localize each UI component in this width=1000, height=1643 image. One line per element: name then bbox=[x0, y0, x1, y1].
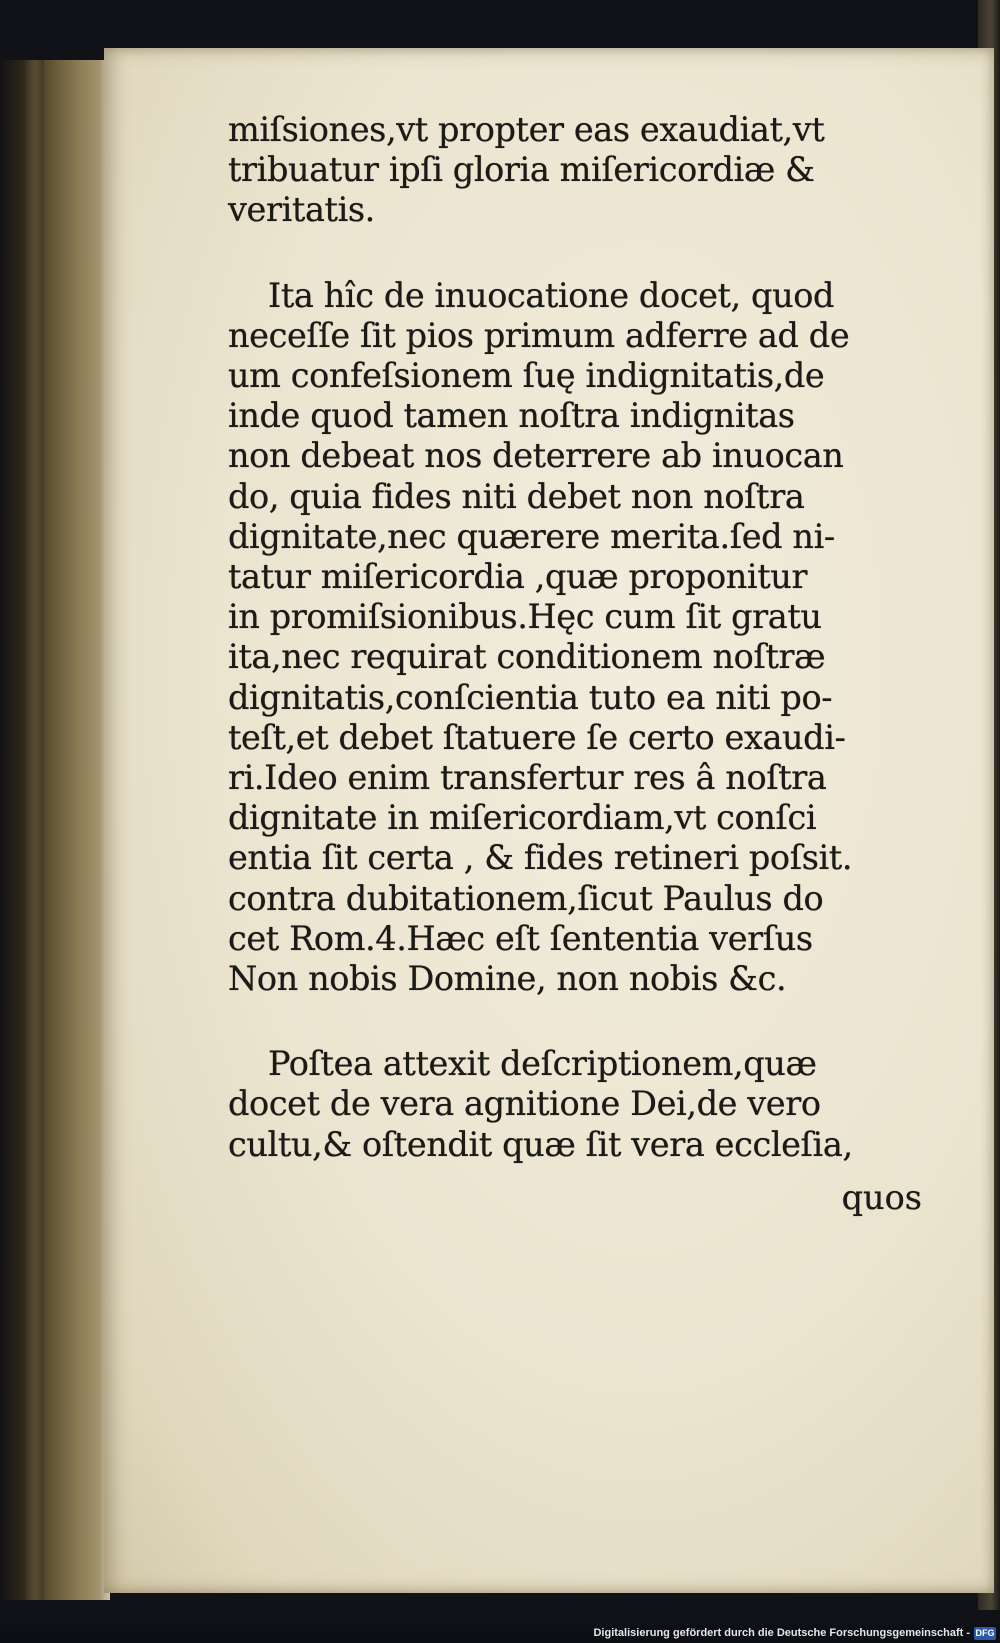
text-line: teſt,et debet ſtatuere ſe certo exaudi- bbox=[228, 717, 846, 757]
dfg-logo-icon: DFG bbox=[975, 1628, 995, 1638]
funding-credit: Digitalisierung gefördert durch die Deutsche Forschungsgemeinschaft - bbox=[593, 1627, 970, 1639]
text-line: miſsiones,vt propter eas exaudiat,vt bbox=[228, 110, 825, 149]
text-line: dignitatis,conſcientia tuto ea niti po- bbox=[228, 677, 833, 717]
text-line: neceſſe ſit pios primum adferre ad de bbox=[228, 315, 850, 355]
text-line: ri.Ideo enim transfertur res â noſtra bbox=[228, 758, 827, 798]
text-line: cet Rom.4.Hæc eſt ſententia verſus bbox=[228, 918, 813, 958]
text-line: in promiſsionibus.Hęc cum ſit gratu bbox=[228, 597, 822, 637]
text-line: inde quod tamen noſtra indignitas bbox=[228, 396, 795, 436]
paragraph-2 bbox=[228, 276, 858, 1000]
page-text bbox=[228, 110, 858, 1165]
text-line: dignitate in miſericordiam,vt conſci bbox=[228, 798, 817, 838]
text-line: do, quia fides niti debet non noſtra bbox=[228, 476, 805, 516]
text-line: docet de vera agnitione Dei,de vero bbox=[228, 1084, 821, 1124]
paragraph-1 bbox=[228, 110, 858, 231]
catchword: quos bbox=[841, 1178, 922, 1217]
text-line: ita,nec requirat conditionem noſtræ bbox=[228, 637, 826, 677]
text-line: Ita hîc de inuocatione docet, quod bbox=[268, 275, 835, 315]
text-line: contra dubitationem,ſicut Paulus do bbox=[228, 878, 824, 918]
text-line: cultu,& oſtendit quæ ſit vera eccleſia, bbox=[228, 1124, 853, 1164]
text-line: Poſtea attexit deſcriptionem,quæ bbox=[268, 1044, 817, 1084]
book-binding bbox=[0, 60, 110, 1600]
text-line: dignitate,nec quærere merita.ſed ni- bbox=[228, 516, 835, 556]
text-line: non debeat nos deterrere ab inuocan bbox=[228, 436, 844, 476]
text-line: tribuatur ipſi gloria miſericordiæ & bbox=[228, 150, 815, 190]
text-line: Non nobis Domine, non nobis &c. bbox=[228, 959, 787, 999]
text-line: entia ſit certa , & fides retineri poſsit. bbox=[228, 838, 853, 878]
text-line: um confeſsionem ſuę indignitatis,de bbox=[228, 356, 825, 396]
text-line: veritatis. bbox=[228, 190, 375, 230]
binding-strip bbox=[26, 60, 44, 1600]
paragraph-3 bbox=[228, 1044, 858, 1165]
text-line: tatur miſericordia ,quæ proponitur bbox=[228, 557, 808, 597]
